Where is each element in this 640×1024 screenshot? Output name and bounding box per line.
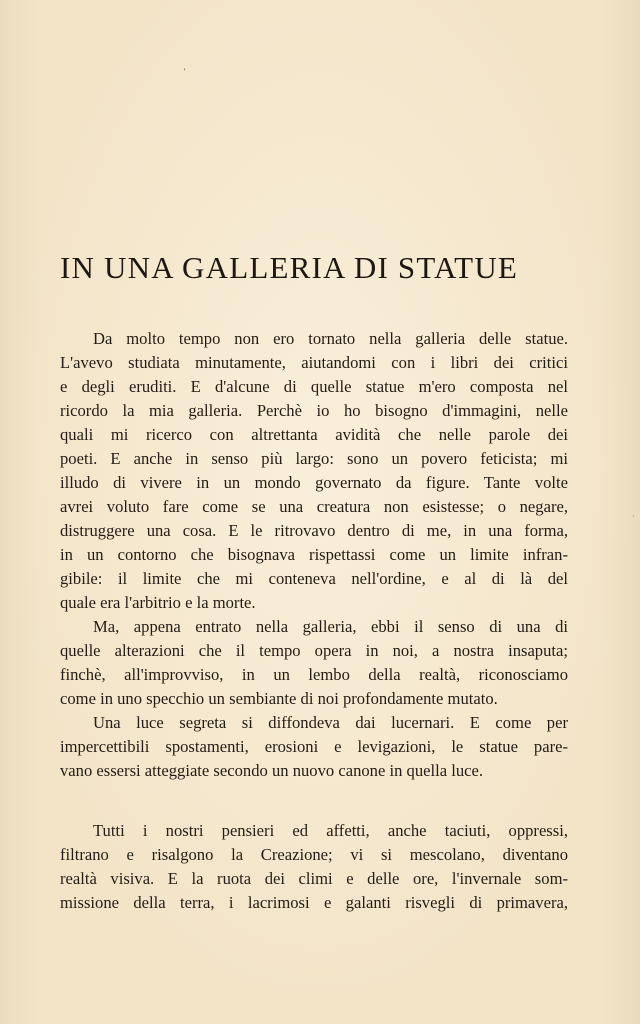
text-line: quali mi ricerco con altrettanta avidità che nelle parole dei <box>60 425 568 444</box>
text-line: come in uno specchio un sembiante di noi profondamente mutato. <box>60 689 498 708</box>
text-line: impercettibili spostamenti, erosioni e levigazioni, le statue pare- <box>60 737 568 756</box>
text-line: avrei voluto fare come se una creatura non esistesse; o negare, <box>60 497 568 516</box>
text-line: Tutti i nostri pensieri ed affetti, anche taciuti, oppressi, <box>93 821 568 840</box>
paragraph <box>60 327 568 615</box>
text-line: missione della terra, i lacrimosi e galanti risvegli di primavera, <box>60 893 568 912</box>
text-line: illudo di vivere in un mondo governato da figure. Tante volte <box>60 473 568 492</box>
text-line: quale era l'arbitrio e la morte. <box>60 593 256 612</box>
paragraph <box>60 711 568 783</box>
text-section-b <box>60 819 568 915</box>
text-line: filtrano e risalgono la Creazione; vi si mescolano, diventano <box>60 845 568 864</box>
text-line: Una luce segreta si diffondeva dai lucernari. E come per <box>93 713 568 732</box>
paper-speck: ʼ <box>183 68 186 78</box>
text-line: finchè, all'improvviso, in un lembo della realtà, riconosciamo <box>60 665 568 684</box>
text-line: distruggere una cosa. E le ritrovavo dentro di me, in una forma, <box>60 521 568 540</box>
text-line: e degli eruditi. E d'alcune di quelle statue m'ero composta nel <box>60 377 568 396</box>
text-line: in un contorno che bisognava rispettassi come un limite infran- <box>60 545 568 564</box>
chapter-title: IN UNA GALLERIA DI STATUE <box>60 250 519 285</box>
text-line: poeti. E anche in senso più largo: sono un povero feticista; mi <box>60 449 568 468</box>
text-line: L'avevo studiata minutamente, aiutandomi con i libri dei critici <box>60 353 568 372</box>
paper-speck: · <box>632 512 635 521</box>
paragraph <box>60 819 568 915</box>
text-line: realtà visiva. E la ruota dei climi e delle ore, l'invernale som- <box>60 869 568 888</box>
text-line: vano essersi atteggiate secondo un nuovo canone in quella luce. <box>60 761 484 780</box>
text-line: gibile: il limite che mi conteneva nell'ordine, e al di là del <box>60 569 568 588</box>
text-section-a <box>60 327 568 783</box>
text-line: quelle alterazioni che il tempo opera in noi, a nostra insaputa; <box>60 641 568 660</box>
text-line: ricordo la mia galleria. Perchè io ho bisogno d'immagini, nelle <box>60 401 568 420</box>
paragraph <box>60 615 568 711</box>
text-line: Ma, appena entrato nella galleria, ebbi il senso di una di <box>93 617 568 636</box>
text-line: Da molto tempo non ero tornato nella galleria delle statue. <box>93 329 568 348</box>
